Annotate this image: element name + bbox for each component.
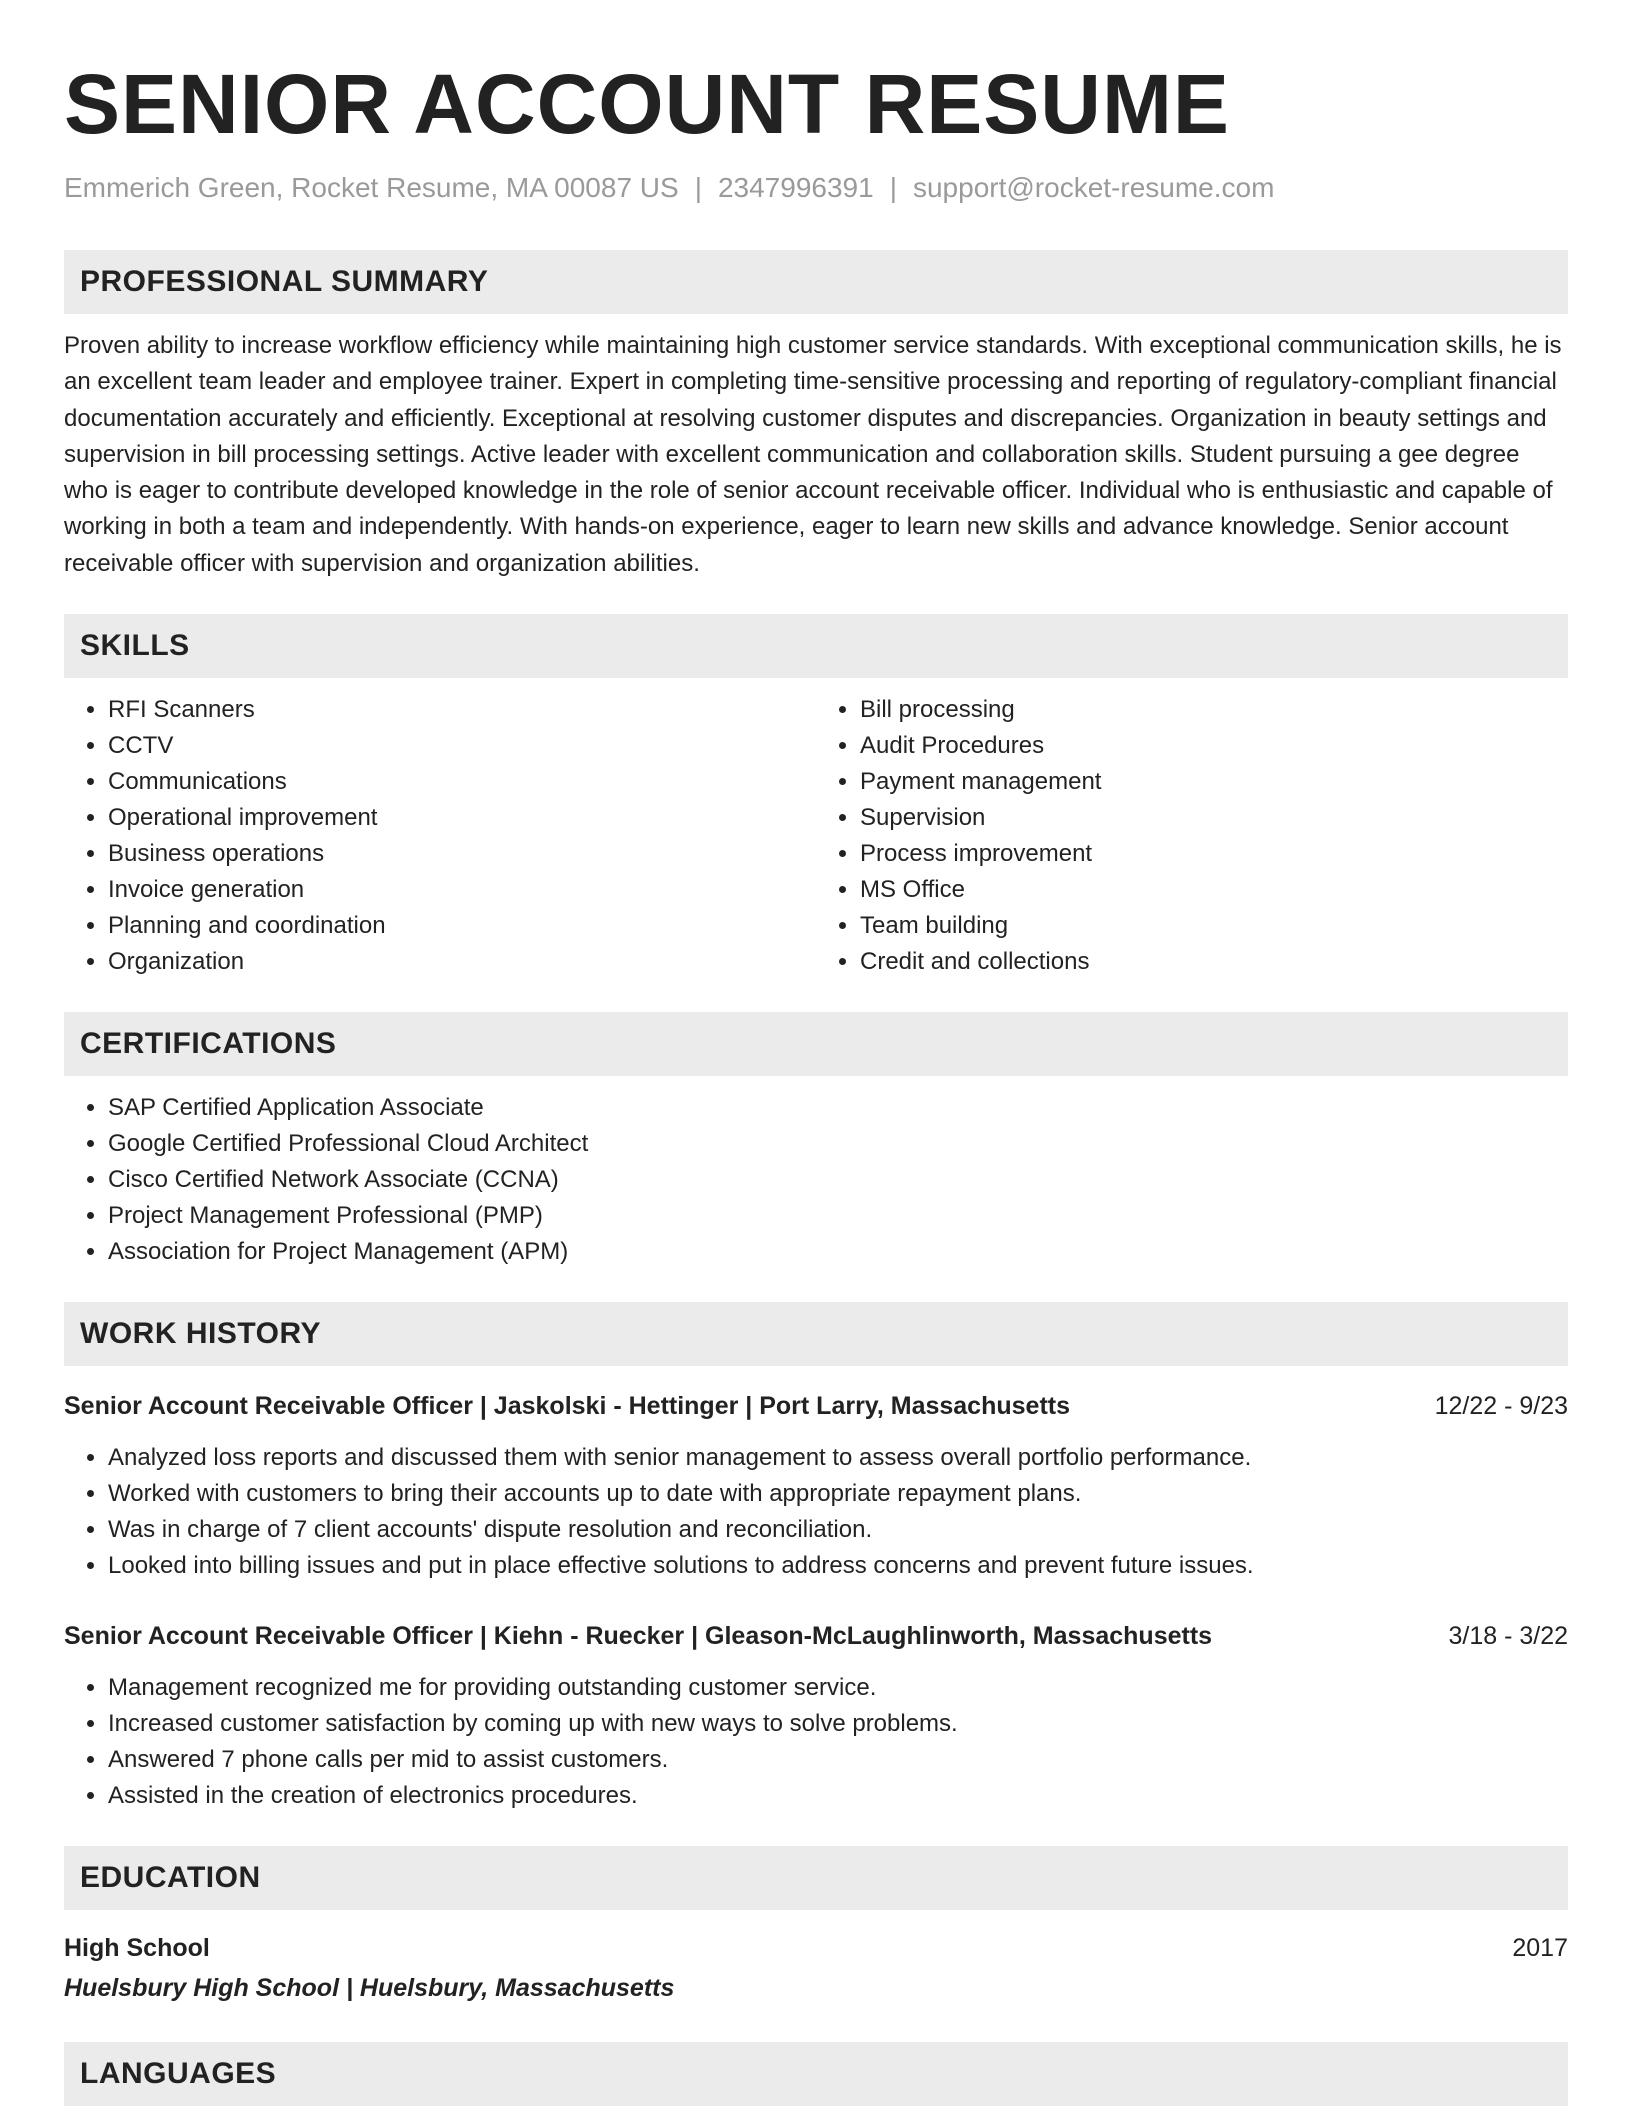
job-entry (64, 1618, 1568, 1814)
skills-list-right (816, 692, 1568, 980)
contact-separator: | (694, 172, 702, 203)
skill-item: • Organization (108, 944, 816, 980)
skill-item: • Payment management (860, 764, 1568, 800)
certification-item: • Cisco Certified Network Associate (CCNA) (108, 1162, 1568, 1198)
section-header-skills: SKILLS (64, 614, 1568, 678)
certification-item: • SAP Certified Application Associate (108, 1090, 1568, 1126)
job-entry (64, 1388, 1568, 1584)
job-header (64, 1618, 1568, 1654)
job-bullet: • Increased customer satisfaction by coming up with new ways to solve problems. (108, 1706, 1568, 1742)
skill-item: • Planning and coordination (108, 908, 816, 944)
certification-item: • Association for Project Management (APM) (108, 1234, 1568, 1270)
summary-text: Proven ability to increase workflow efficiency while maintaining high customer service standards. With exceptional communication skills, he is an excellent team leader and employee trainer. Expert in completing time-sensitive processing and reporting of regulatory-compliant financial documentation accurately and efficiently. Exceptional at resolving customer disputes and discrepancies. Organization in beauty settings and supervision in bill processing settings. Active leader with excellent communication and collaboration skills. Student pursuing a gee degree who is eager to contribute developed knowledge in the role of senior account receivable officer. Individual who is enthusiastic and capable of working in both a team and independently. With hands-on experience, eager to learn new skills and advance knowledge. Senior account receivable officer with supervision and organization abilities. (64, 332, 1562, 577)
certification-item: • Google Certified Professional Cloud Architect (108, 1126, 1568, 1162)
job-bullets (64, 1670, 1568, 1814)
education-school: Huelsbury High School | Huelsbury, Massachusetts (64, 1974, 675, 2003)
work-history-section (64, 1302, 1568, 1814)
contact-phone: 2347996391 (717, 172, 874, 203)
skill-item: • Audit Procedures (860, 728, 1568, 764)
job-bullet: • Assisted in the creation of electronics procedures. (108, 1778, 1568, 1814)
job-bullet: • Was in charge of 7 client accounts' dispute resolution and reconciliation. (108, 1512, 1568, 1548)
education-header (64, 1930, 1568, 1966)
job-bullet: • Analyzed loss reports and discussed them with senior management to assess overall portfolio performance. (108, 1440, 1568, 1476)
education-degree: High School (64, 1934, 210, 1963)
skills-grid (64, 692, 1568, 980)
section-header-education: EDUCATION (64, 1846, 1568, 1910)
job-bullet: • Management recognized me for providing outstanding customer service. (108, 1670, 1568, 1706)
skills-section (64, 614, 1568, 980)
skill-item: • Communications (108, 764, 816, 800)
job-bullet: • Looked into billing issues and put in place effective solutions to address concerns and prevent future issues. (108, 1548, 1568, 1584)
section-header-summary: PROFESSIONAL SUMMARY (64, 250, 1568, 314)
certifications-section (64, 1012, 1568, 1270)
job-title: Senior Account Receivable Officer | Kiehn - Ruecker | Gleason-McLaughlinworth, Massachusetts (64, 1622, 1213, 1651)
contact-address: Emmerich Green, Rocket Resume, MA 00087 US (64, 172, 679, 203)
contact-email: support@rocket-resume.com (912, 172, 1275, 203)
certifications-list (64, 1090, 1568, 1270)
certification-item: • Project Management Professional (PMP) (108, 1198, 1568, 1234)
section-header-certifications: CERTIFICATIONS (64, 1012, 1568, 1076)
skill-item: • Team building (860, 908, 1568, 944)
contact-separator: | (889, 172, 897, 203)
skill-item: • Process improvement (860, 836, 1568, 872)
skill-item: • MS Office (860, 872, 1568, 908)
skill-item: • RFI Scanners (108, 692, 816, 728)
job-title: Senior Account Receivable Officer | Jaskolski - Hettinger | Port Larry, Massachusetts (64, 1392, 1070, 1421)
section-header-languages: LANGUAGES (64, 2042, 1568, 2106)
skill-item: • Bill processing (860, 692, 1568, 728)
skill-item: • CCTV (108, 728, 816, 764)
job-dates: 3/18 - 3/22 (1448, 1622, 1568, 1651)
education-entry (64, 1930, 1568, 2006)
education-section (64, 1846, 1568, 2006)
skills-list-left (64, 692, 816, 980)
skill-item: • Business operations (108, 836, 816, 872)
education-year: 2017 (1512, 1934, 1568, 1963)
job-bullet: • Answered 7 phone calls per mid to assist customers. (108, 1742, 1568, 1778)
contact-line (64, 170, 1568, 206)
skill-item: • Invoice generation (108, 872, 816, 908)
resume-title: SENIOR ACCOUNT RESUME (64, 57, 1230, 151)
job-bullet: • Worked with customers to bring their accounts up to date with appropriate repayment plans. (108, 1476, 1568, 1512)
languages-section (64, 2042, 1568, 2106)
section-header-work-history: WORK HISTORY (64, 1302, 1568, 1366)
skill-item: • Supervision (860, 800, 1568, 836)
job-dates: 12/22 - 9/23 (1434, 1392, 1568, 1421)
skill-item: • Credit and collections (860, 944, 1568, 980)
skill-item: • Operational improvement (108, 800, 816, 836)
job-header (64, 1388, 1568, 1424)
job-bullets (64, 1440, 1568, 1584)
